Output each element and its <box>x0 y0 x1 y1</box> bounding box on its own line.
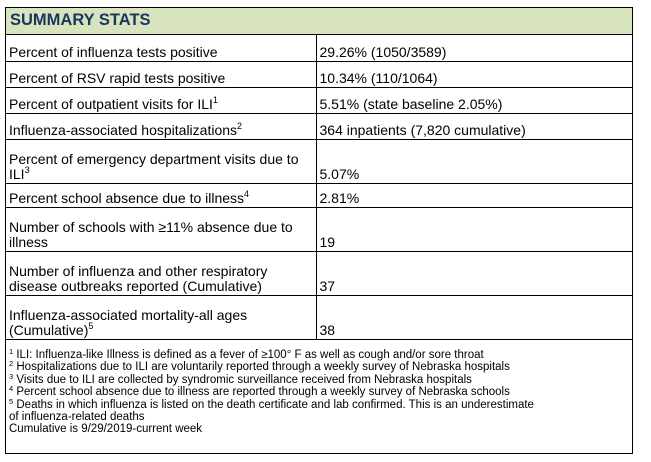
stat-label <box>6 113 316 139</box>
stat-label-text: Number of schools with ≥11% absence due to illness <box>9 218 293 250</box>
stats-row <box>6 295 632 339</box>
stat-label <box>6 295 316 339</box>
footnote-marker: 1 <box>9 347 14 356</box>
footnote-line <box>9 423 628 435</box>
footnote-line <box>9 386 628 398</box>
stats-row <box>6 87 632 113</box>
footnote-marker: 5 <box>88 320 94 331</box>
stat-value: 19 <box>316 207 632 251</box>
stat-label-text: Percent of emergency department visits due to ILI <box>9 150 299 182</box>
stat-value: 2.81% <box>316 183 632 207</box>
footnote-marker: 2 <box>9 359 14 369</box>
footnote-line <box>9 396 628 411</box>
stat-value: 364 inpatients (7,820 cumulative) <box>316 113 632 139</box>
footnote-line <box>9 411 628 423</box>
footnote-marker: 3 <box>9 371 14 381</box>
stat-label <box>6 183 316 207</box>
stats-row <box>6 61 632 87</box>
footnote-text: Deaths in which influenza is listed on the death certificate and lab confirmed. This is an underestimate <box>13 398 534 411</box>
stat-value: 38 <box>316 295 632 339</box>
stats-row <box>6 113 632 139</box>
stat-label-text: Number of influenza and other respiratory disease outbreaks reported (Cumulative) <box>9 262 268 294</box>
panel-title: SUMMARY STATS <box>6 8 632 35</box>
stat-value: 5.07% <box>316 139 632 183</box>
stat-label-text: Influenza-associated hospitalizations <box>9 121 238 138</box>
footnote-line <box>9 371 628 386</box>
footnote-marker: 3 <box>24 164 30 175</box>
summary-stats-panel <box>5 7 633 454</box>
stat-label <box>6 35 316 61</box>
stats-row <box>6 139 632 183</box>
footnote-text: Cumulative is 9/29/2019-current week <box>9 423 203 436</box>
stat-label-text: Influenza-associated mortality-all ages (Cumulative) <box>9 306 248 338</box>
footnote-text: of influenza-related deaths <box>9 411 145 424</box>
stat-label-text: Percent school absence due to illness <box>9 189 245 206</box>
footnote-marker: 4 <box>244 188 250 199</box>
stat-label <box>6 207 316 251</box>
footnote-marker: 5 <box>9 396 14 406</box>
footnote-marker: 2 <box>237 120 243 131</box>
footnote-text: Visits due to ILI are collected by syndromic surveillance received from Nebraska hospitals <box>13 373 472 386</box>
stat-label <box>6 139 316 183</box>
stat-label <box>6 61 316 87</box>
footnote-text: Percent school absence due to illness are reported through a weekly survey of Nebraska schools <box>13 386 510 399</box>
footnote-marker: 1 <box>212 94 218 105</box>
stat-label-text: Percent of RSV rapid tests positive <box>9 69 226 86</box>
stat-label-text: Percent of outpatient visits for ILI <box>9 95 213 112</box>
stat-value: 37 <box>316 251 632 295</box>
stat-value: 29.26% (1050/3589) <box>316 35 632 61</box>
stats-row <box>6 251 632 295</box>
stat-value: 5.51% (state baseline 2.05%) <box>316 87 632 113</box>
footnote-line <box>9 349 628 361</box>
stat-label-text: Percent of influenza tests positive <box>9 43 218 60</box>
stats-row <box>6 183 632 207</box>
footnote-line <box>9 361 628 373</box>
footnote-marker: 4 <box>9 384 14 394</box>
footnote-text: Hospitalizations due to ILI are voluntarily reported through a weekly survey of Nebraska hospitals <box>13 361 510 374</box>
stats-row <box>6 207 632 251</box>
stats-row <box>6 35 632 61</box>
stat-label <box>6 251 316 295</box>
footnotes <box>9 349 628 436</box>
stat-label <box>6 87 316 113</box>
stat-value: 10.34% (110/1064) <box>316 61 632 87</box>
footnote-text: ILI: Influenza-like Illness is defined as a fever of ≥100° F as well as cough and/or sore throat <box>13 349 484 361</box>
stats-table <box>6 35 632 340</box>
